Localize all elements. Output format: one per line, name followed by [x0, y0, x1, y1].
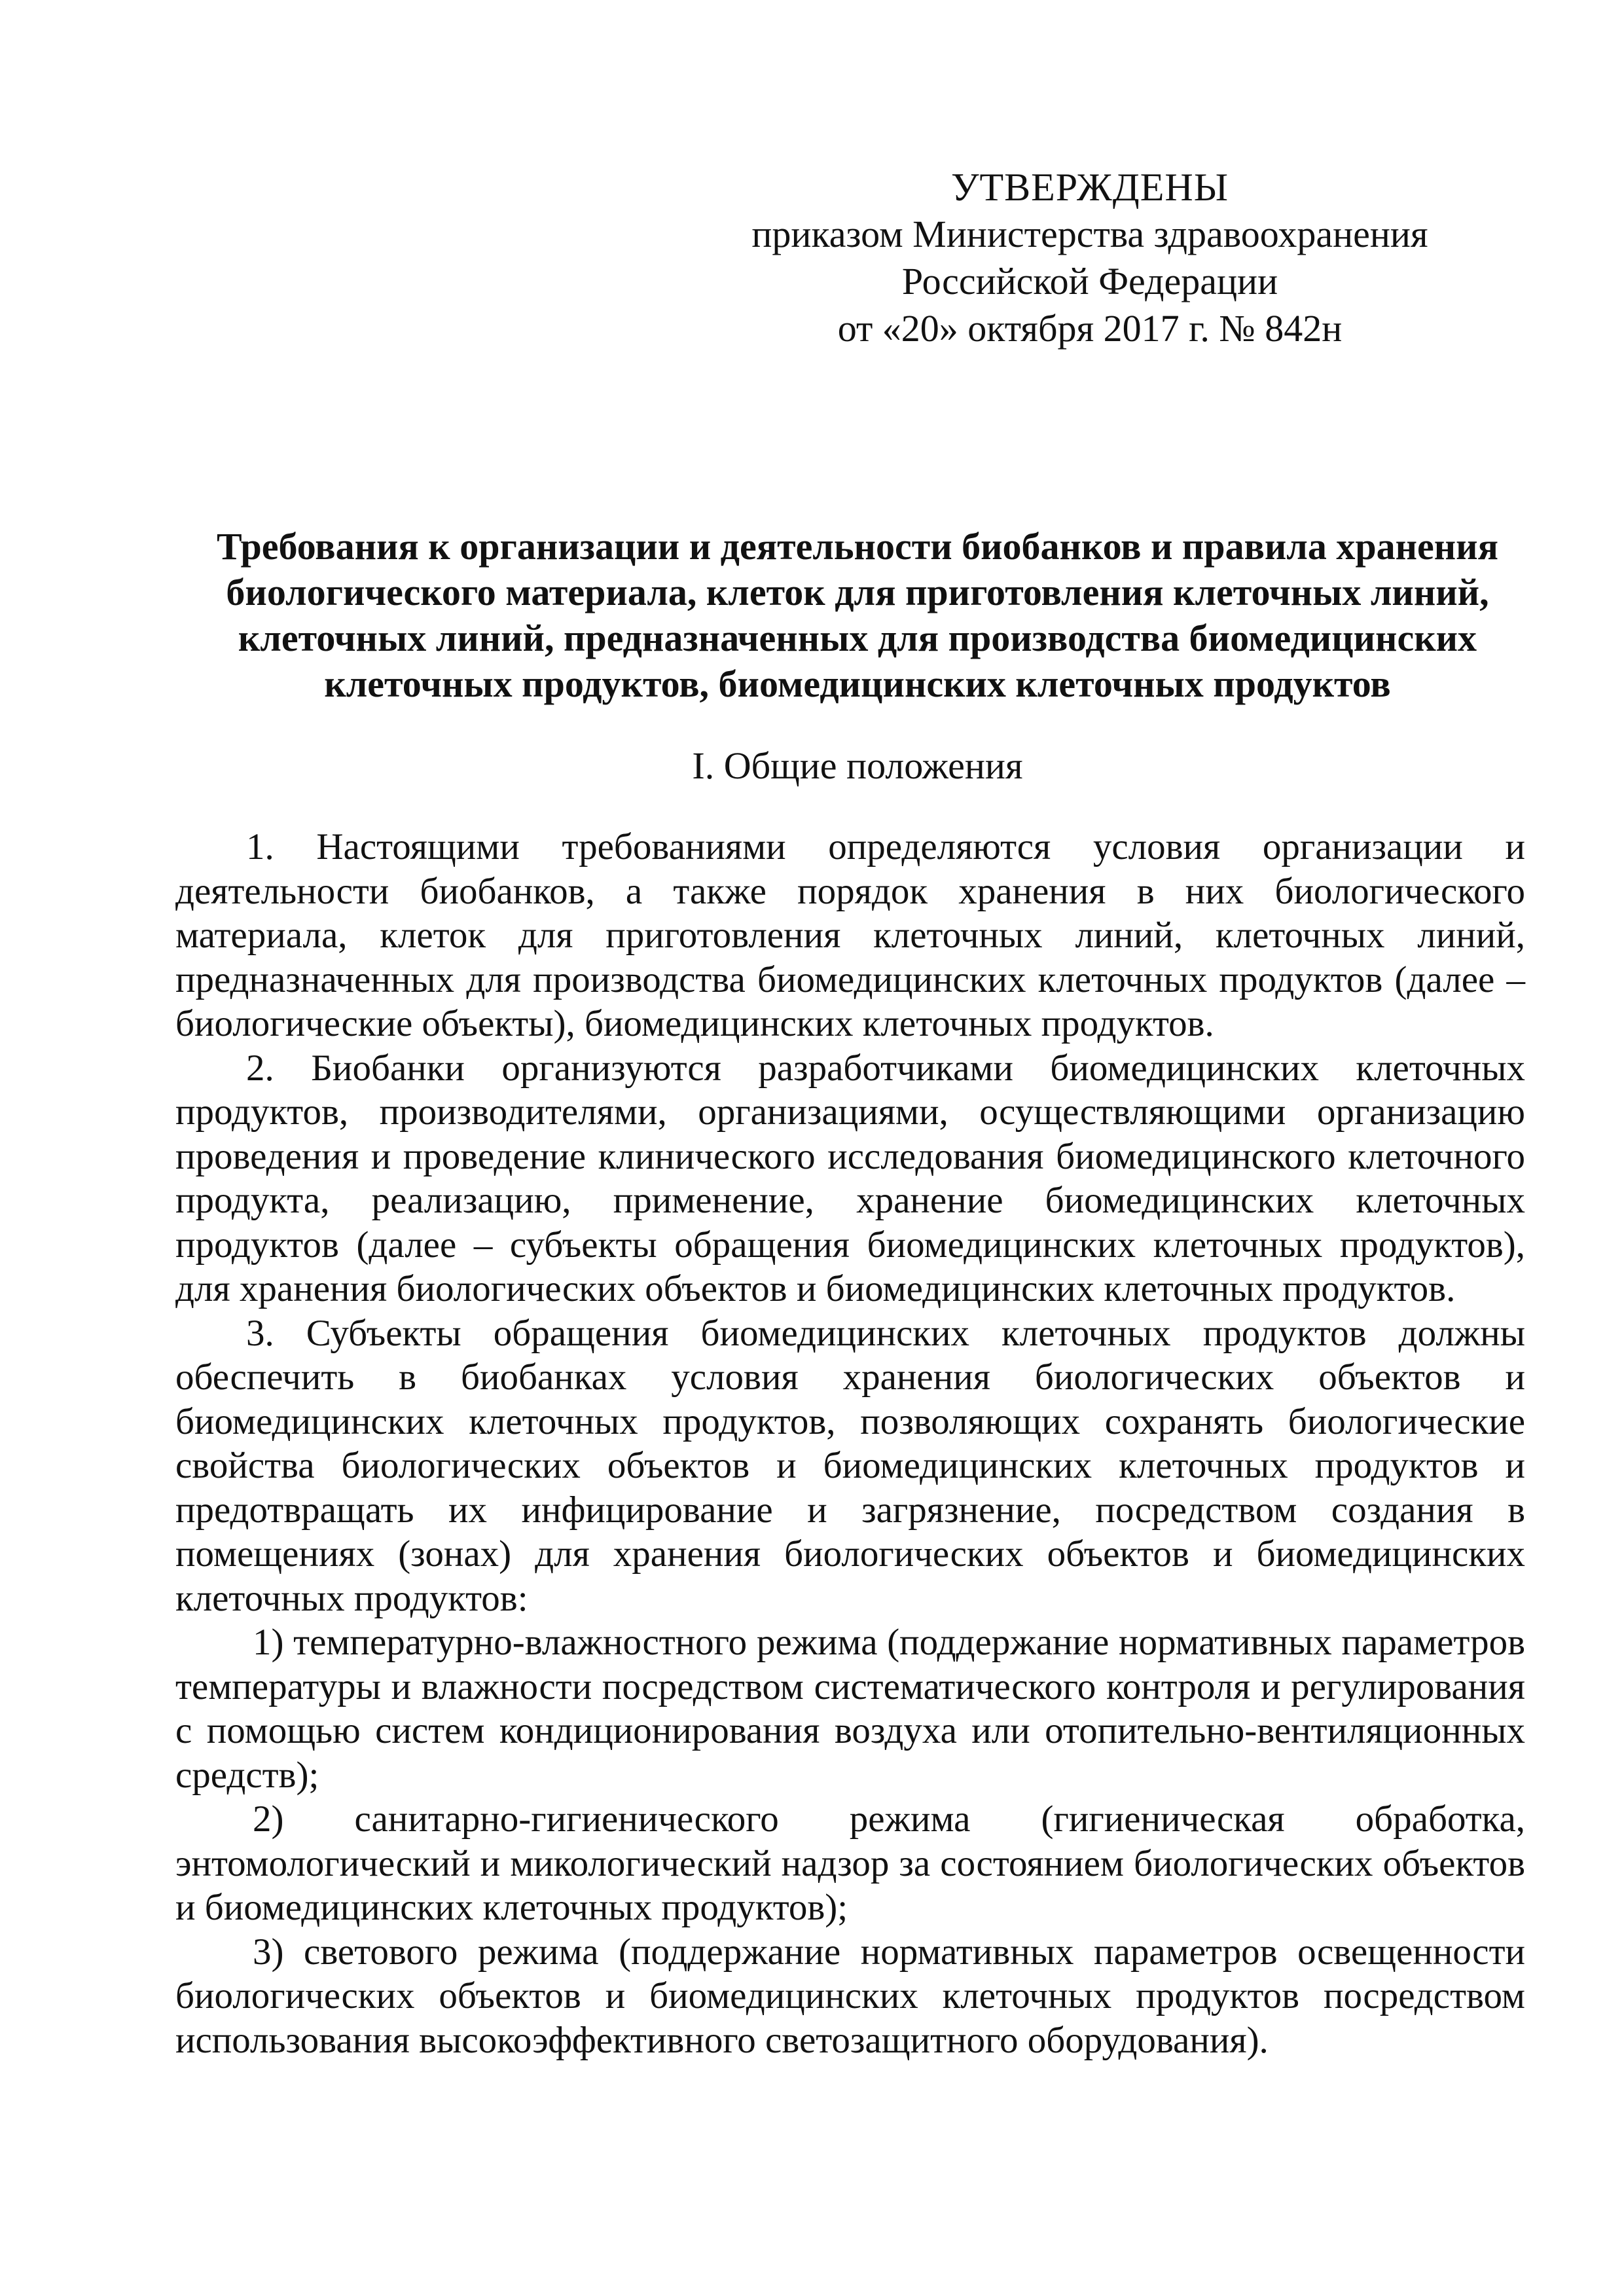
title-line-2: биологического материала, клеток для приготовления клеточных линий, — [226, 571, 1489, 613]
subitem-2: 2) санитарно-гигиенического режима (гигиеническая обработка, энтомологический и микологический надзор за состоянием биологических объектов и биомедицинских клеточных продуктов); — [175, 1798, 1525, 1928]
approval-block — [707, 164, 1473, 352]
paragraph-3: 3. Субъекты обращения биомедицинских клеточных продуктов должны обеспечить в биобанках условия хранения биологических объектов и биомедицинских клеточных продуктов, позволяющих сохранять биологические свойства биологических объектов и биомедицинских клеточных продуктов и предотвращать их инфицирование и загрязнение, посредством создания в помещениях (зонах) для хранения биологических объектов и биомедицинских клеточных продуктов: — [175, 1312, 1525, 1619]
section-heading: I. Общие положения — [692, 744, 1023, 787]
title-line-3: клеточных линий, предназначенных для производства биомедицинских — [238, 617, 1477, 659]
document-title — [164, 524, 1551, 707]
paragraph-2: 2. Биобанки организуются разработчиками биомедицинских клеточных продуктов, производителями, организациями, осуществляющими организацию проведения и проведение клинического исследования биомедицинского клеточного продукта, реализацию, применение, хранение биомедицинских клеточных продуктов (далее – субъекты обращения биомедицинских клеточных продуктов), для хранения биологических объектов и биомедицинских клеточных продуктов. — [175, 1047, 1525, 1309]
document-body — [175, 825, 1525, 2062]
paragraph-1: 1. Настоящими требованиями определяются условия организации и деятельности биобанков, а также порядок хранения в них биологического материала, клеток для приготовления клеточных линий, клеточных линий, предназначенных для производства биомедицинских клеточных продуктов (далее – биологические объекты), биомедицинских клеточных продуктов. — [175, 826, 1525, 1044]
approval-date-line: от «20» октября 2017 г. № 842н — [837, 307, 1343, 350]
approval-heading: УТВЕРЖДЕНЫ — [950, 166, 1229, 209]
title-line-1: Требования к организации и деятельности биобанков и правила хранения — [217, 525, 1498, 568]
title-line-4: клеточных продуктов, биомедицинских клеточных продуктов — [324, 663, 1391, 705]
subitem-3: 3) светового режима (поддержание нормативных параметров освещенности биологических объектов и биомедицинских клеточных продуктов посредством использования высокоэффективного светозащитного оборудования). — [175, 1931, 1525, 2061]
approval-federation-line: Российской Федерации — [901, 260, 1278, 302]
approval-order-line: приказом Министерства здравоохранения — [751, 213, 1428, 255]
subitem-1: 1) температурно-влажностного режима (поддержание нормативных параметров температуры и влажности посредством систематического контроля и регулирования с помощью систем кондиционирования воздуха или отопительно-вентиляционных средств); — [175, 1622, 1525, 1796]
